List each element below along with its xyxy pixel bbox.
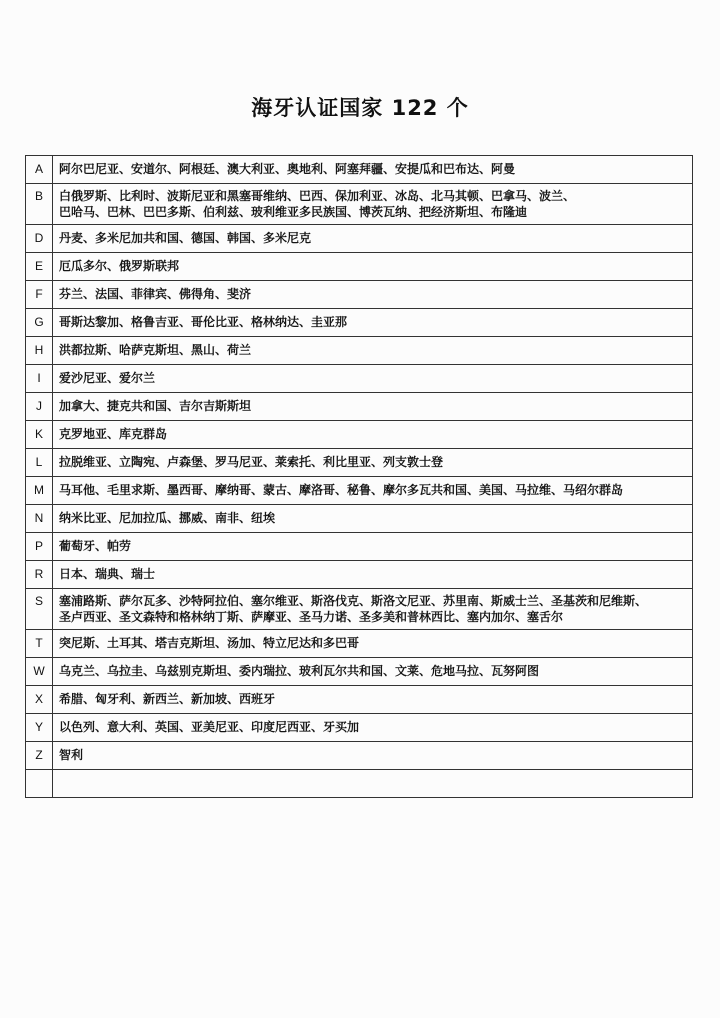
document-title: 海牙认证国家 122 个 xyxy=(251,96,469,120)
table-row xyxy=(26,421,693,449)
row-countries: 希腊、匈牙利、新西兰、新加坡、西班牙 xyxy=(53,686,693,714)
row-countries: 突尼斯、土耳其、塔吉克斯坦、汤加、特立尼达和多巴哥 xyxy=(53,630,693,658)
row-countries: 阿尔巴尼亚、安道尔、阿根廷、澳大利亚、奥地利、阿塞拜疆、安提瓜和巴布达、阿曼 xyxy=(53,156,693,184)
table-row-empty xyxy=(26,770,693,798)
row-letter: L xyxy=(26,449,53,477)
table-row xyxy=(26,658,693,686)
row-letter: I xyxy=(26,365,53,393)
row-letter: Z xyxy=(26,742,53,770)
row-letter: P xyxy=(26,533,53,561)
row-countries: 马耳他、毛里求斯、墨西哥、摩纳哥、蒙古、摩洛哥、秘鲁、摩尔多瓦共和国、美国、马拉维、马绍尔群岛 xyxy=(53,477,693,505)
table-row xyxy=(26,393,693,421)
row-letter: A xyxy=(26,156,53,184)
table-row xyxy=(26,337,693,365)
row-countries: 塞浦路斯、萨尔瓦多、沙特阿拉伯、塞尔维亚、斯洛伐克、斯洛文尼亚、苏里南、斯威士兰、圣基茨和尼维斯、 圣卢西亚、圣文森特和格林纳丁斯、萨摩亚、圣马力诺、圣多美和普林西比、塞内加尔、塞舌尔 xyxy=(53,589,693,630)
row-letter: R xyxy=(26,561,53,589)
row-countries: 爱沙尼亚、爱尔兰 xyxy=(53,365,693,393)
table-row xyxy=(26,533,693,561)
row-letter: M xyxy=(26,477,53,505)
table-row xyxy=(26,184,693,225)
row-letter: J xyxy=(26,393,53,421)
table-row xyxy=(26,156,693,184)
row-letter: D xyxy=(26,225,53,253)
table-row xyxy=(26,714,693,742)
row-letter: S xyxy=(26,589,53,630)
row-letter: W xyxy=(26,658,53,686)
table-row xyxy=(26,309,693,337)
row-countries: 白俄罗斯、比利时、波斯尼亚和黑塞哥维纳、巴西、保加利亚、冰岛、北马其顿、巴拿马、波兰、 巴哈马、巴林、巴巴多斯、伯利兹、玻利维亚多民族国、博茨瓦纳、把经济斯坦、布隆迪 xyxy=(53,184,693,225)
row-countries: 葡萄牙、帕劳 xyxy=(53,533,693,561)
table-row xyxy=(26,477,693,505)
country-table xyxy=(25,155,693,798)
row-letter: H xyxy=(26,337,53,365)
table-row xyxy=(26,365,693,393)
row-countries: 日本、瑞典、瑞士 xyxy=(53,561,693,589)
table-row xyxy=(26,281,693,309)
row-letter: T xyxy=(26,630,53,658)
row-countries: 乌克兰、乌拉圭、乌兹别克斯坦、委内瑞拉、玻利瓦尔共和国、文莱、危地马拉、瓦努阿图 xyxy=(53,658,693,686)
row-countries: 以色列、意大利、英国、亚美尼亚、印度尼西亚、牙买加 xyxy=(53,714,693,742)
table-row xyxy=(26,505,693,533)
table-row xyxy=(26,253,693,281)
row-countries: 拉脱维亚、立陶宛、卢森堡、罗马尼亚、莱索托、利比里亚、列支敦士登 xyxy=(53,449,693,477)
row-countries: 加拿大、捷克共和国、吉尔吉斯斯坦 xyxy=(53,393,693,421)
table-row xyxy=(26,589,693,630)
table-row xyxy=(26,561,693,589)
row-countries xyxy=(53,770,693,798)
row-letter: F xyxy=(26,281,53,309)
row-countries: 洪都拉斯、哈萨克斯坦、黑山、荷兰 xyxy=(53,337,693,365)
row-countries: 克罗地亚、库克群岛 xyxy=(53,421,693,449)
row-countries: 丹麦、多米尼加共和国、德国、韩国、多米尼克 xyxy=(53,225,693,253)
row-countries: 纳米比亚、尼加拉瓜、挪威、南非、纽埃 xyxy=(53,505,693,533)
table-row xyxy=(26,449,693,477)
table-row xyxy=(26,742,693,770)
row-countries: 芬兰、法国、菲律宾、佛得角、斐济 xyxy=(53,281,693,309)
row-letter: K xyxy=(26,421,53,449)
table-row xyxy=(26,225,693,253)
row-countries: 智利 xyxy=(53,742,693,770)
row-letter: N xyxy=(26,505,53,533)
row-countries: 厄瓜多尔、俄罗斯联邦 xyxy=(53,253,693,281)
row-letter: X xyxy=(26,686,53,714)
row-letter: G xyxy=(26,309,53,337)
row-letter xyxy=(26,770,53,798)
row-letter: E xyxy=(26,253,53,281)
row-countries: 哥斯达黎加、格鲁吉亚、哥伦比亚、格林纳达、圭亚那 xyxy=(53,309,693,337)
row-letter: B xyxy=(26,184,53,225)
row-letter: Y xyxy=(26,714,53,742)
table-row xyxy=(26,630,693,658)
table-row xyxy=(26,686,693,714)
